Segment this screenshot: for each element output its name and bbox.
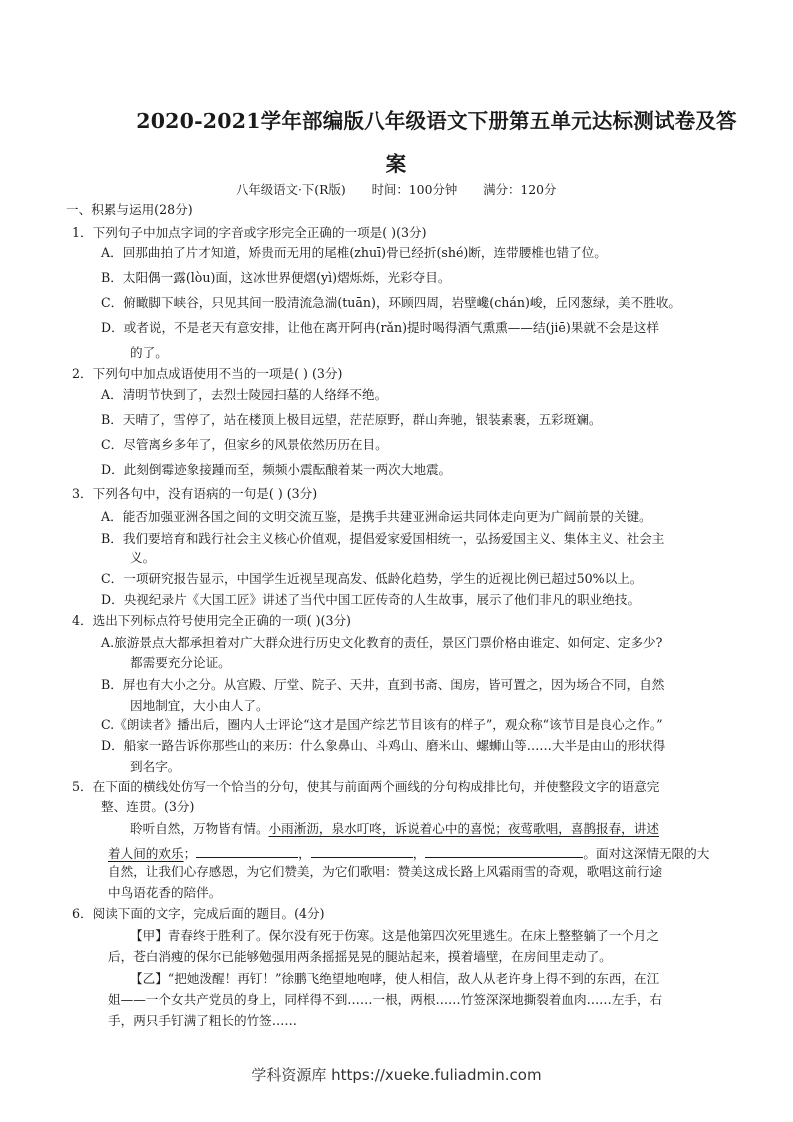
question-1-option-c: C．俯瞰脚下峡谷，只见其间一股清流急湍(tuān)，环顾四周，岩壁巉(chán)峻，丘冈葱绿，美不胜收。 bbox=[101, 295, 682, 310]
passage-text: 。面对这深情无限的大 bbox=[583, 846, 710, 861]
question-3-option-d: D．央视纪录片《大国工匠》讲述了当代中国工匠传奇的人生故事，展示了他们非凡的职业绝技。 bbox=[101, 592, 641, 607]
question-3-option-b: B．我们要培育和践行社会主义核心价值观，提倡爱家爱国相统一，弘扬爱国主义、集体主义、社会主 bbox=[101, 531, 665, 546]
answer-blank-1[interactable] bbox=[196, 845, 298, 858]
passage-yi-line-1: 【乙】“把她泼醒！再钉！”徐鹏飞绝望地咆哮，使人相信，敌人从老许身上得不到的东西，在江 bbox=[130, 971, 660, 986]
answer-blank-3[interactable] bbox=[425, 845, 583, 858]
underlined-clause-2: 着人间的欢乐 bbox=[108, 846, 184, 861]
passage-yi-line-2: 姐——一个女共产党员的身上，同样得不到……一根，两根……竹签深深地撕裂着血肉……左手，右 bbox=[108, 992, 663, 1007]
question-4-option-b-continued: 因地制宜，大小由人了。 bbox=[130, 698, 269, 713]
question-5-passage-line-1 bbox=[130, 823, 659, 836]
question-4-option-d: D．船家一路告诉你那些山的来历：什么象鼻山、斗鸡山、磨米山、螺蛳山等……大半是由山的形状得 bbox=[101, 738, 666, 753]
question-3-option-c: C．一项研究报告显示，中国学生近视呈现高发、低龄化趋势，学生的近视比例已超过50%以上。 bbox=[101, 571, 643, 586]
question-4-option-b: B．屏也有大小之分。从宫殿、厅堂、院子、天井，直到书斋、闺房，皆可置之，因为场合不同，自然 bbox=[101, 677, 665, 692]
question-1-option-b: B．太阳偶一露(lòu)面，这冰世界便熠(yì)熠烁烁，光彩夺目。 bbox=[101, 270, 451, 285]
question-2-option-c: C．尽管离乡多年了，但家乡的风景依然历历在目。 bbox=[101, 437, 388, 452]
passage-text: 聆听自然，万物皆有情。 bbox=[130, 821, 269, 836]
question-1-option-d-continued: 的了。 bbox=[130, 345, 168, 360]
question-1-stem: 1．下列句子中加点字词的字音或字形完全正确的一项是( )(3分) bbox=[72, 225, 427, 240]
question-5-passage-line-3: 自然，让我们心存感恩，为它们赞美，为它们歌唱：赞美这成长路上风霜雨雪的奇观，歌唱这前行途 bbox=[108, 864, 663, 879]
exam-grade: 八年级语文·下(R版) bbox=[236, 182, 346, 197]
question-1-option-a: A．回那曲拍了片才知道，矫贵而无用的尾椎(zhuī)骨已经折(shé)断，连带腰椎也错了位。 bbox=[101, 245, 607, 260]
exam-time: 时间：100分钟 bbox=[371, 182, 458, 197]
question-3-option-b-continued: 义。 bbox=[130, 550, 156, 565]
passage-text: ； bbox=[183, 846, 197, 861]
question-3-option-a: A．能否加强亚洲各国之间的文明交流互鉴，是携手共建亚洲命运共同体走向更为广阔前景的关键。 bbox=[101, 509, 652, 524]
passage-text: ， bbox=[412, 846, 426, 861]
answer-blank-2[interactable] bbox=[311, 845, 413, 858]
exam-info bbox=[236, 180, 578, 198]
passage-jia-line-2: 后，苍白消瘦的保尔已能够勉强用两条摇摇晃晃的腿站起来，摸着墙壁，在房间里走动了。 bbox=[108, 949, 612, 964]
question-2-stem: 2．下列句中加点成语使用不当的一项是( ) (3分) bbox=[72, 366, 343, 381]
question-6-stem: 6．阅读下面的文字，完成后面的题目。(4分) bbox=[72, 906, 325, 921]
question-1-option-d: D．或者说，不是老天有意安排，让他在离开阿冉(rǎn)提时喝得酒气熏熏——结(jiē)果就不会是这样 bbox=[101, 320, 659, 335]
page-title: 2020-2021学年部编版八年级语文下册第五单元达标测试卷及答 bbox=[136, 109, 737, 133]
passage-text: ， bbox=[298, 846, 311, 861]
question-4-option-a: A.旅游景点大都承担着对广大群众进行历史文化教育的责任，景区门票价格由谁定、如何定、定多少? bbox=[101, 635, 663, 650]
question-3-stem: 3．下列各句中，没有语病的一句是( ) (3分) bbox=[72, 486, 318, 501]
question-5-passage-line-4: 中鸟语花香的陪伴。 bbox=[108, 885, 222, 900]
underlined-clause-1: 小雨淅沥，泉水叮咚，诉说着心中的喜悦；夜莺歌唱，喜鹊报春，讲述 bbox=[268, 821, 659, 836]
question-4-option-a-continued: 都需要充分论证。 bbox=[130, 655, 231, 670]
question-2-option-b: B．天晴了，雪停了，站在楼顶上极目远望，茫茫原野，群山奔驰，银装素裹，五彩斑斓。 bbox=[101, 412, 602, 427]
passage-jia-line-1: 【甲】青春终于胜利了。保尔没有死于伤寒。这是他第四次死里逃生。在床上整整躺了一个月之 bbox=[130, 928, 659, 943]
question-4-option-d-continued: 到名字。 bbox=[130, 759, 181, 774]
passage-yi-line-3: 手，两只手钉满了粗长的竹签…… bbox=[108, 1013, 297, 1028]
question-4-stem: 4．选出下列标点符号使用完全正确的一项( )(3分) bbox=[72, 613, 351, 628]
page-title-continued: 案 bbox=[385, 152, 407, 176]
footer-watermark[interactable]: 学科资源库 https://xueke.fuliadmin.com bbox=[251, 1066, 542, 1084]
exam-score: 满分：120分 bbox=[483, 182, 557, 197]
question-5-stem-continued: 整、连贯。(3分) bbox=[101, 799, 195, 814]
section-heading: 一、积累与运用(28分) bbox=[66, 202, 193, 217]
question-5-passage-line-2 bbox=[108, 845, 709, 861]
question-2-option-d: D．此刻倒霉迹象接踵而至，频频小震酝酿着某一两次大地震。 bbox=[101, 462, 452, 477]
question-2-option-a: A．清明节快到了，去烈士陵园扫墓的人络绎不绝。 bbox=[101, 387, 388, 402]
question-4-option-c: C.《朗读者》播出后，圈内人士评论“这才是国产综艺节目该有的样子”，观众称“该节目是良心之作。” bbox=[101, 717, 663, 732]
question-5-stem: 5．在下面的横线处仿写一个恰当的分句，使其与前面两个画线的分句构成排比句，并使整段文字的语意完 bbox=[72, 779, 660, 794]
